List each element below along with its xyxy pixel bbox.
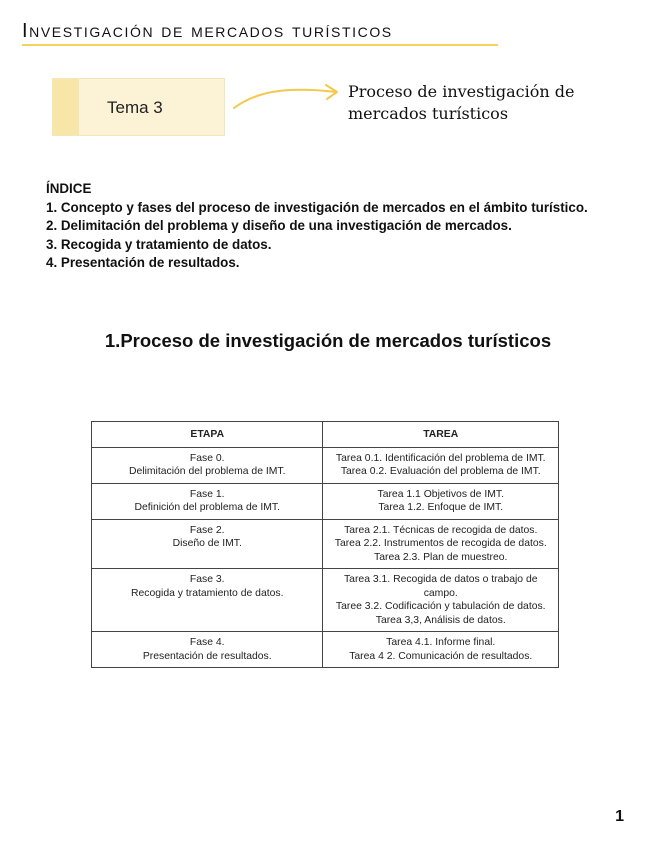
table-row [92,483,559,519]
table-row [92,569,559,632]
stage-description: Diseño de IMT. [172,538,242,549]
page-number: 1 [615,808,624,825]
task-item: Tarea 2.2. Instrumentos de recogida de datos. [334,538,547,549]
stage-number: Fase 3. [189,574,225,585]
task-item: Taree 3.2. Codificación y tabulación de datos. [335,601,546,612]
stage-cell [92,483,323,519]
task-item: Tarea 2.3. Plan de muestreo. [374,551,508,563]
index-item: 3. Recogida y tratamiento de datos. [46,236,272,252]
column-header-etapa: ETAPA [92,422,323,448]
stage-cell [92,519,323,569]
table-header-row [92,422,559,448]
task-item: Tarea 3,3, Análisis de datos. [375,614,506,626]
document-title: Investigación de mercados turísticos [22,20,393,42]
topic-title-line-1: Proceso de investigación de [348,82,575,101]
stage-number: Fase 1. [189,488,225,500]
index-item: 4. Presentación de resultados. [46,255,240,270]
stage-number: Fase 4. [189,637,225,648]
task-cell [323,447,559,483]
section-heading: 1.Proceso de investigación de mercados turísticos [104,330,552,351]
stage-cell [92,632,323,668]
task-item: Tarea 0.2. Evaluación del problema de IMT. [340,466,541,477]
stage-description: Definición del problema de IMT. [134,502,281,513]
task-item: Tarea 1.1 Objetivos de IMT. [377,488,504,500]
index-section [46,180,616,273]
topic-title-line-2: mercados turísticos [348,104,509,123]
table-row [92,632,559,668]
stage-number: Fase 2. [189,524,225,536]
stages-table [91,421,559,668]
stage-number: Fase 0. [189,452,225,464]
task-item: Tarea 2.1. Técnicas de recogida de datos. [344,524,538,536]
curved-arrow-icon [230,80,342,114]
topic-title [348,81,608,125]
task-item: Tarea 0.1. Identificación del problema de IMT. [335,452,546,464]
table-row [92,519,559,569]
index-heading: ÍNDICE [46,181,92,196]
task-cell [323,569,559,632]
stage-description: Recogida y tratamiento de datos. [130,587,284,599]
stage-cell [92,447,323,483]
stage-cell [92,569,323,632]
task-cell [323,483,559,519]
stage-description: Presentación de resultados. [142,650,272,662]
index-item: 1. Concepto y fases del proceso de investigación de mercados en el ámbito turístico. [46,199,588,215]
tema-box [52,78,225,136]
task-item: Tarea 1.2. Enfoque de IMT. [378,502,504,513]
task-item: Tarea 3.1. Recogida de datos o trabajo de campo. [343,574,538,599]
column-header-tarea: TAREA [323,422,559,448]
stage-description: Delimitación del problema de IMT. [128,466,286,477]
index-item: 2. Delimitación del problema y diseño de una investigación de mercados. [46,218,512,233]
task-cell [323,632,559,668]
task-cell [323,519,559,569]
table-row [92,447,559,483]
title-underline [22,44,498,46]
tema-label: Tema 3 [107,98,163,117]
task-item: Tarea 4 2. Comunicación de resultados. [349,650,533,662]
task-item: Tarea 4.1. Informe final. [386,637,496,648]
tema-box-stripe [53,79,79,135]
